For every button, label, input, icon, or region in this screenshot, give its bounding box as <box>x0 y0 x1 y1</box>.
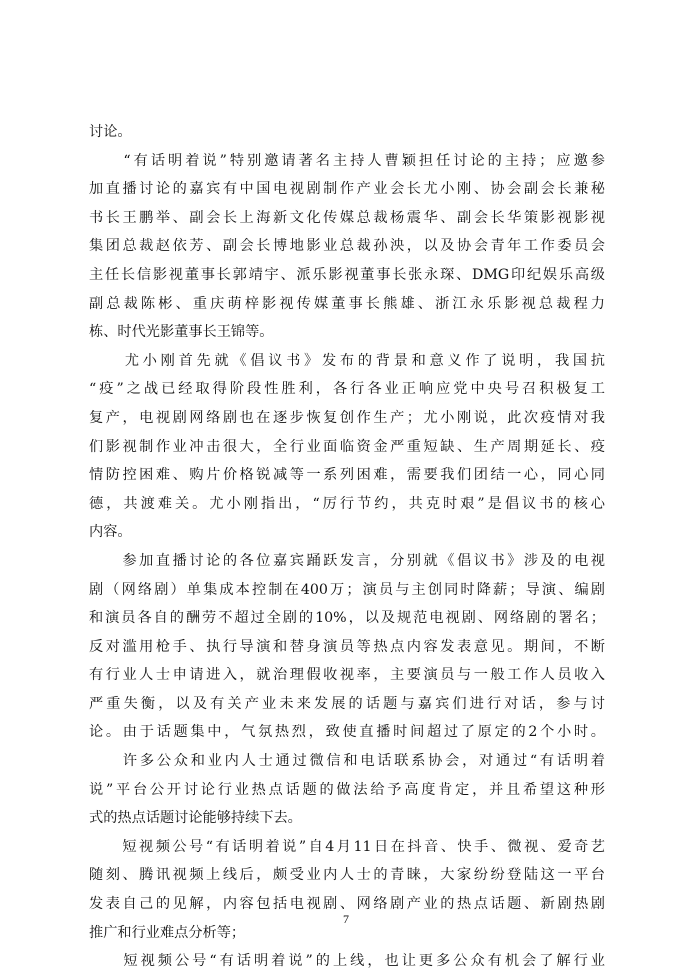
text-line: 副总裁陈彬、重庆萌梓影视传媒董事长熊雄、浙江永乐影视总裁程力 <box>89 295 605 312</box>
text-line: 情防控困难、购片价格锐减等一系列困难，需要我们团结一心，同心同 <box>89 467 605 484</box>
text-line: 书长王鹏举、副会长上海新文化传媒总裁杨震华、副会长华策影视影视 <box>89 209 605 226</box>
text-line: 短视频公号“有话明着说”自4月11日在抖音、快手、微视、爱奇艺 <box>89 838 605 855</box>
text-line: 论。由于话题集中，气氛热烈，致使直播时间超过了原定的2个小时。 <box>89 724 605 741</box>
text-line: 们影视制作业冲击很大，全行业面临资金严重短缺、生产周期延长、疫 <box>89 438 605 455</box>
text-line: 式的热点话题讨论能够持续下去。 <box>89 810 302 827</box>
text-line: 内容。 <box>89 524 132 541</box>
text-line: 和演员各自的酬劳不超过全剧的10%，以及规范电视剧、网络剧的署名； <box>89 610 605 627</box>
text-line: 复产，电视剧网络剧也在逐步恢复创作生产；尤小刚说，此次疫情对我 <box>89 409 605 426</box>
text-line: 加直播讨论的嘉宾有中国电视剧制作产业会长尤小刚、协会副会长兼秘 <box>89 181 605 198</box>
page-number: 7 <box>343 912 349 926</box>
text-line: 短视频公号“有话明着说”的上线，也让更多公众有机会了解行业 <box>89 953 605 970</box>
text-line: 德，共渡难关。尤小刚指出，“厉行节约，共克时艰”是倡议书的核心 <box>89 495 605 512</box>
text-line: 许多公众和业内人士通过微信和电话联系协会，对通过“有话明着 <box>89 753 605 770</box>
text-line: 发表自己的见解，内容包括电视剧、网络剧产业的热点话题、新剧热剧 <box>89 896 605 913</box>
text-line: 集团总裁赵依芳、副会长博地影业总裁孙泱，以及协会青年工作委员会 <box>89 238 605 255</box>
text-line: “有话明着说”特别邀请著名主持人曹颖担任讨论的主持；应邀参 <box>89 152 605 169</box>
text-line: 说”平台公开讨论行业热点话题的做法给予高度肯定，并且希望这种形 <box>89 781 605 798</box>
body-text <box>89 118 605 976</box>
text-line: 推广和行业难点分析等； <box>89 924 246 941</box>
text-line: “疫”之战已经取得阶段性胜利，各行各业正响应党中央号召积极复工 <box>89 381 605 398</box>
text-line: 参加直播讨论的各位嘉宾踊跃发言，分别就《倡议书》涉及的电视 <box>89 552 605 569</box>
text-line: 讨论。 <box>89 124 132 140</box>
text-line: 随刻、腾讯视频上线后，颇受业内人士的青睐，大家纷纷登陆这一平台 <box>89 867 605 884</box>
text-line: 栋、时代光影董事长王锦等。 <box>89 324 274 341</box>
text-line: 尤小刚首先就《倡议书》发布的背景和意义作了说明，我国抗 <box>89 352 605 369</box>
text-line: 反对滥用枪手、执行导演和替身演员等热点内容发表意见。期间，不断 <box>89 638 605 655</box>
text-line: 主任长信影视董事长郭靖宇、派乐影视董事长张永琛、DMG印纪娱乐高级 <box>89 266 605 283</box>
text-line: 有行业人士申请进入，就治理假收视率，主要演员与一般工作人员收入 <box>89 667 605 684</box>
text-line: 剧（网络剧）单集成本控制在400万；演员与主创同时降薪；导演、编剧 <box>89 581 605 598</box>
text-line: 严重失衡，以及有关产业未来发展的话题与嘉宾们进行对话，参与讨 <box>89 695 605 712</box>
